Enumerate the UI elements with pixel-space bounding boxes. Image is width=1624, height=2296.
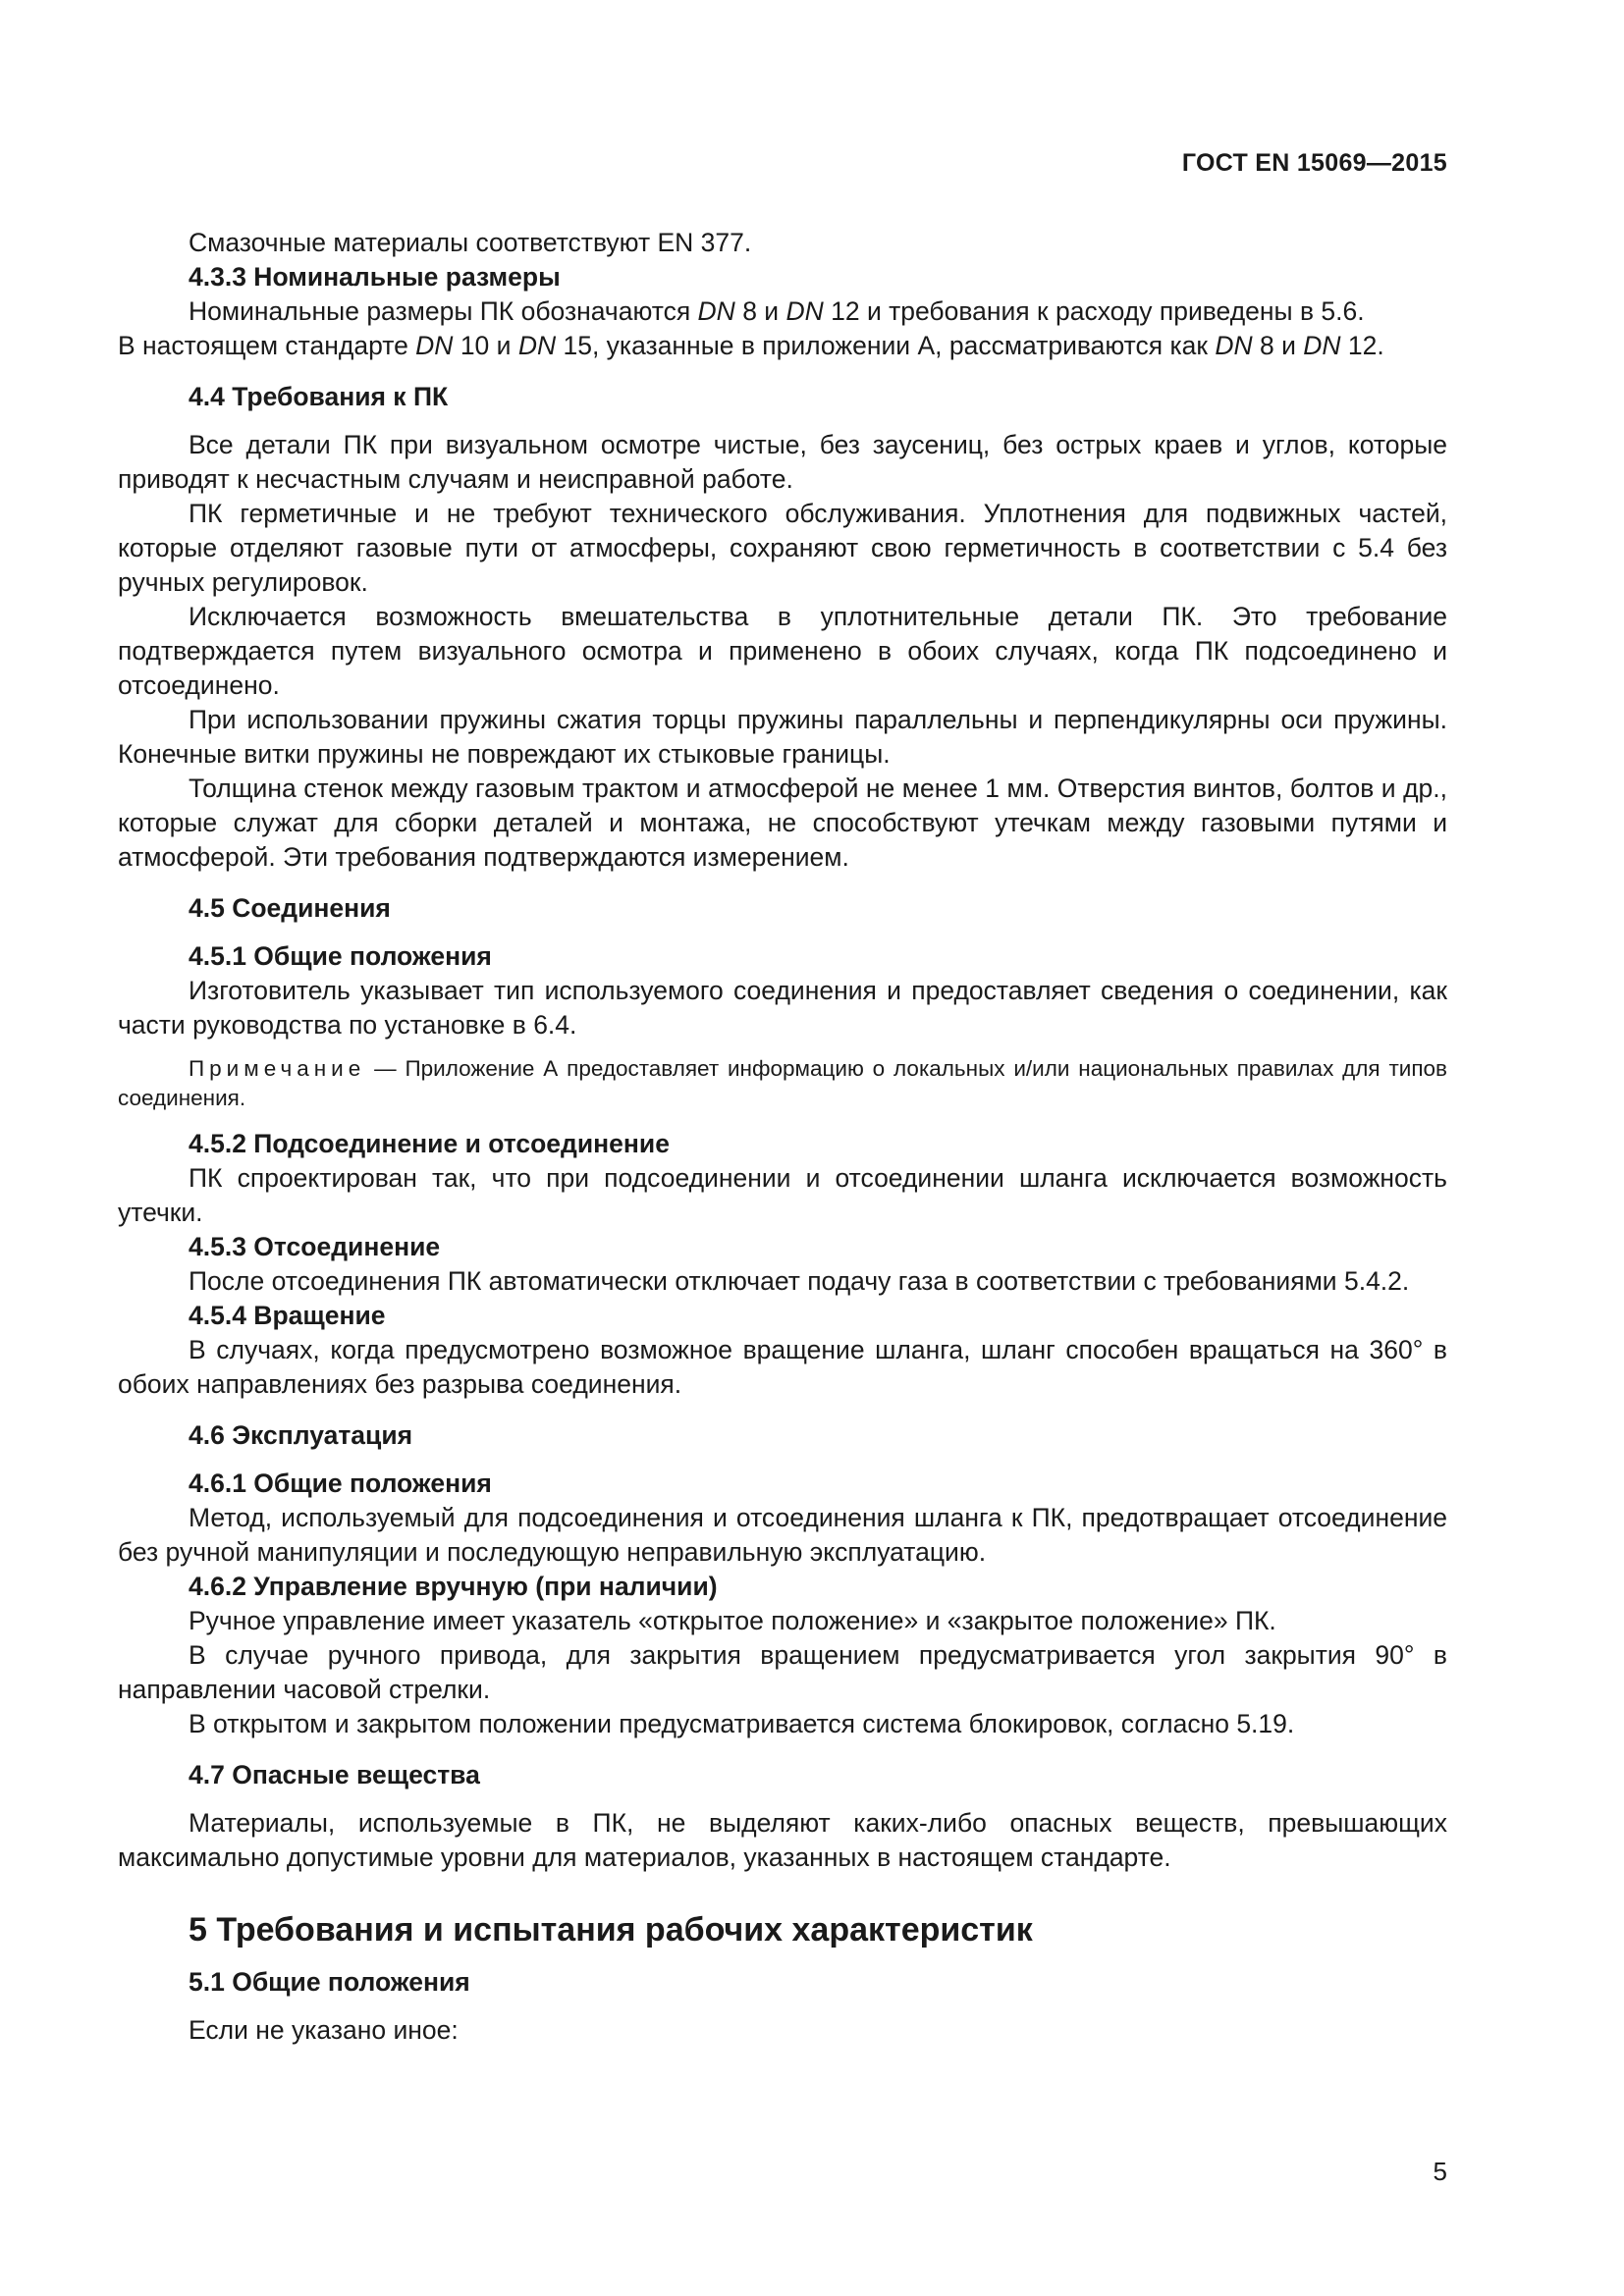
- page-number: 5: [1433, 2157, 1447, 2186]
- paragraph-4-5-2: ПК спроектирован так, что при подсоединении и отсоединении шланга исключается возможность утечки.: [118, 1163, 1447, 1227]
- document-code-header: ГОСТ EN 15069—2015: [1181, 149, 1447, 177]
- paragraph-4-4-2: ПК герметичные и не требуют технического обслуживания. Уплотнения для подвижных частей, которые отделяют газовые пути от атмосферы, сохраняют свою герметичность в соответствии с 5.4 без ручных регулировок.: [118, 499, 1447, 597]
- paragraph-4-5-3: После отсоединения ПК автоматически отключает подачу газа в соответствии с требованиями 5.4.2.: [189, 1266, 1410, 1296]
- paragraph-4-4-3: Исключается возможность вмешательства в уплотнительные детали ПК. Это требование подтверждается путем визуального осмотра и применено в обоих случаях, когда ПК подсоединено и отсоединено.: [118, 602, 1447, 700]
- paragraph-4-7: Материалы, используемые в ПК, не выделяют каких-либо опасных веществ, превышающих максимально допустимые уровни для материалов, указанных в настоящем стандарте.: [118, 1808, 1447, 1872]
- paragraph-4-3-3-b: В настоящем стандарте DN 10 и DN 15, указанные в приложении А, рассматриваются как DN 8 и DN 12.: [118, 331, 1384, 360]
- heading-5-1: 5.1 Общие положения: [189, 1967, 470, 1997]
- heading-4-5-1: 4.5.1 Общие положения: [189, 941, 492, 971]
- note-4-5-1: Примечание — Приложение А предоставляет информацию о локальных и/или национальных правилах для типов соединения.: [118, 1056, 1447, 1110]
- paragraph-4-6-2-a: Ручное управление имеет указатель «открытое положение» и «закрытое положение» ПК.: [189, 1606, 1276, 1635]
- heading-4-6: 4.6 Эксплуатация: [189, 1420, 413, 1450]
- heading-4-6-2: 4.6.2 Управление вручную (при наличии): [189, 1572, 718, 1601]
- heading-4-5-3: 4.5.3 Отсоединение: [189, 1232, 441, 1261]
- heading-4-5-4: 4.5.4 Вращение: [189, 1301, 386, 1330]
- heading-4-7: 4.7 Опасные вещества: [189, 1760, 480, 1789]
- paragraph-4-6-2-c: В открытом и закрытом положении предусматривается система блокировок, согласно 5.19.: [189, 1709, 1295, 1738]
- paragraph-4-6-2-b: В случае ручного привода, для закрытия вращением предусматривается угол закрытия 90° в направлении часовой стрелки.: [118, 1640, 1447, 1704]
- heading-4-5: 4.5 Соединения: [189, 893, 391, 923]
- heading-4-3-3: 4.3.3 Номинальные размеры: [189, 262, 561, 292]
- paragraph-4-5-1: Изготовитель указывает тип используемого соединения и предоставляет сведения о соединении, как части руководства по установке в 6.4.: [118, 976, 1447, 1040]
- document-body: [118, 226, 1447, 2048]
- paragraph-4-4-4: При использовании пружины сжатия торцы пружины параллельны и перпендикулярны оси пружины. Конечные витки пружины не повреждают их стыковые границы.: [118, 705, 1447, 769]
- paragraph-4-3-3-a: Номинальные размеры ПК обозначаются DN 8 и DN 12 и требования к расходу приведены в 5.6.: [189, 296, 1365, 326]
- heading-4-4: 4.4 Требования к ПК: [189, 382, 449, 411]
- paragraph-5-1: Если не указано иное:: [189, 2015, 459, 2045]
- paragraph-lubricants: Смазочные материалы соответствуют EN 377.: [189, 228, 752, 257]
- heading-4-6-1: 4.6.1 Общие положения: [189, 1468, 492, 1498]
- paragraph-4-6-1: Метод, используемый для подсоединения и отсоединения шланга к ПК, предотвращает отсоединение без ручной манипуляции и последующую неправильную эксплуатацию.: [118, 1503, 1447, 1567]
- paragraph-4-4-1: Все детали ПК при визуальном осмотре чистые, без заусениц, без острых краев и углов, которые приводят к несчастным случаям и неисправной работе.: [118, 430, 1447, 494]
- heading-section-5: 5 Требования и испытания рабочих характеристик: [189, 1911, 1033, 1949]
- document-page: [118, 0, 1447, 2296]
- paragraph-4-5-4: В случаях, когда предусмотрено возможное вращение шланга, шланг способен вращаться на 360° в обоих направлениях без разрыва соединения.: [118, 1335, 1447, 1399]
- paragraph-4-4-5: Толщина стенок между газовым трактом и атмосферой не менее 1 мм. Отверстия винтов, болтов и др., которые служат для сборки деталей и монтажа, не способствуют утечкам между газовыми путями и атмосферой. Эти требования подтверждаются измерением.: [118, 774, 1447, 872]
- heading-4-5-2: 4.5.2 Подсоединение и отсоединение: [189, 1129, 670, 1158]
